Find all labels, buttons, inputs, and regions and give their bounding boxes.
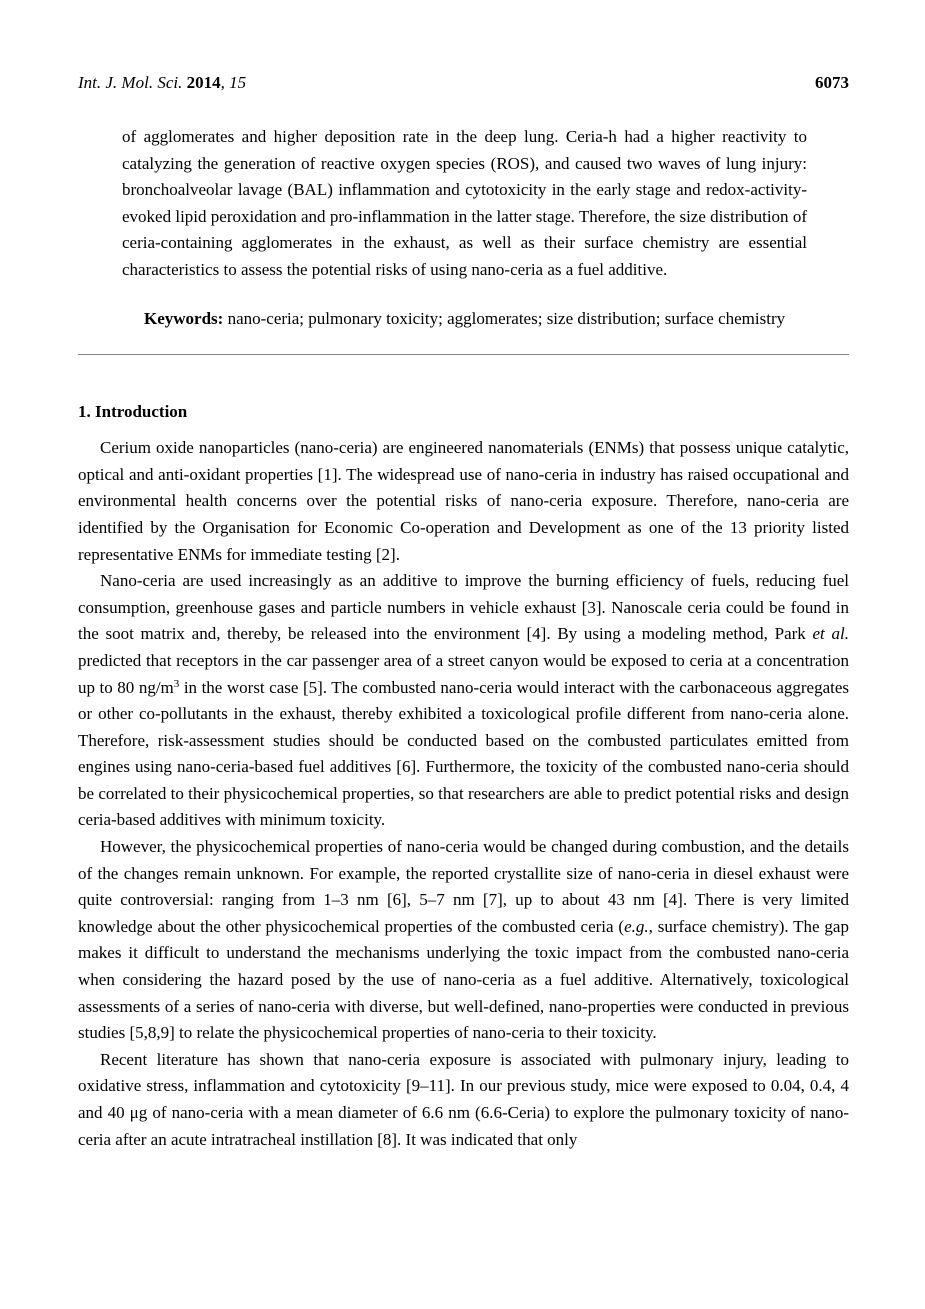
keywords-line [122,306,807,333]
body-paragraph [78,834,849,1047]
text-run: in the worst case [5]. The combusted nano-ceria would interact with the carbonaceous aggregates or other co-pollutants in the exhaust, thereby exhibited a toxicological profile different from nano-ceria alone. Therefore, risk-assessment studies should be conducted based on the combusted particulates emitted from engines using nano-ceria-based fuel additives [6]. Furthermore, the toxicity of the combusted nano-ceria should be correlated to their physicochemical properties, so that researchers are able to predict potential risks and design ceria-based additives with minimum toxicity. [78,677,849,830]
introduction-section [78,401,849,1153]
text-run: e.g. [624,916,649,936]
text-run: nano-ceria; pulmonary toxicity; agglomerates; size distribution; surface chemistry [227,308,786,328]
body-paragraph [78,568,849,834]
text-run: Int. J. Mol. Sci. [78,73,187,92]
section-heading-introduction: 1. Introduction [78,402,188,422]
page-header [78,72,849,93]
text-run: Recent literature has shown that nano-ceria exposure is associated with pulmonary injury, leading to oxidative stress, inflammation and cytotoxicity [9–11]. In our previous study, mice were exposed to 0.04, 0.4, 4 and 40 μg of nano-ceria with a mean diameter of 6.6 nm (6.6-Ceria) to explore the pulmonary toxicity of nano-ceria after an acute intratracheal instillation [8]. It was indicated that only [78,1049,849,1149]
text-run: , surface chemistry). The gap makes it difficult to understand the mechanisms underlying the toxic impact from the combusted nano-ceria when considering the hazard posed by the use of nano-ceria as a fuel additive. Alternatively, toxicological assessments of a series of nano-ceria with diverse, but well-defined, nano-properties were conducted in previous studies [5,8,9] to relate the physicochemical properties of nano-ceria to their toxicity. [78,916,849,1043]
abstract-text [122,124,807,284]
text-run: of agglomerates and higher deposition rate in the deep lung. Ceria-h had a higher reactivity to catalyzing the generation of reactive oxygen species (ROS), and caused two waves of lung injury: bronchoalveolar lavage (BAL) inflammation and cytotoxicity in the early stage and redox-activity-evoked lipid peroxidation and pro-inflammation in the latter stage. Therefore, the size distribution of ceria-containing agglomerates in the exhaust, as well as their surface chemistry are essential characteristics to assess the potential risks of using nano-ceria as a fuel additive. [122,127,807,279]
text-run: 15 [229,73,247,92]
text-run: 2014 [186,73,221,92]
text-run: Keywords: [144,308,228,328]
introduction-paragraphs [78,435,849,1153]
text-run: 3 [173,677,180,690]
page-number: 6073 [815,73,849,92]
section-divider [78,354,849,355]
journal-reference [78,72,246,93]
text-run: Nano-ceria are used increasingly as an additive to improve the burning efficiency of fuels, reducing fuel consumption, greenhouse gases and particle numbers in vehicle exhaust [3]. Nanoscale ceria could be found in the soot matrix and, thereby, be released into the environment [4]. By using a modeling method, Park [78,571,849,644]
body-paragraph [78,435,849,568]
abstract-section [122,124,807,332]
text-run: , [220,73,230,92]
body-paragraph [78,1047,849,1153]
text-run: predicted that receptors in the car passenger area of a street canyon would be exposed to ceria at a concentration up to 80 ng/m [78,650,849,697]
text-run: However, the physicochemical properties of nano-ceria would be changed during combustion, and the details of the changes remain unknown. For example, the reported crystallite size of nano-ceria in diesel exhaust were quite controversial: ranging from 1–3 nm [6], 5–7 nm [7], up to about 43 nm [4]. There is very limited knowledge about the other physicochemical properties of the combusted ceria ( [78,837,849,936]
text-run: Cerium oxide nanoparticles (nano-ceria) are engineered nanomaterials (ENMs) that possess unique catalytic, optical and anti-oxidant properties [1]. The widespread use of nano-ceria in industry has raised occupational and environmental health concerns over the potential risks of nano-ceria exposure. Therefore, nano-ceria are identified by the Organisation for Economic Co-operation and Development as one of the 13 priority listed representative ENMs for immediate testing [2]. [78,438,849,564]
text-run: et al. [812,624,849,644]
